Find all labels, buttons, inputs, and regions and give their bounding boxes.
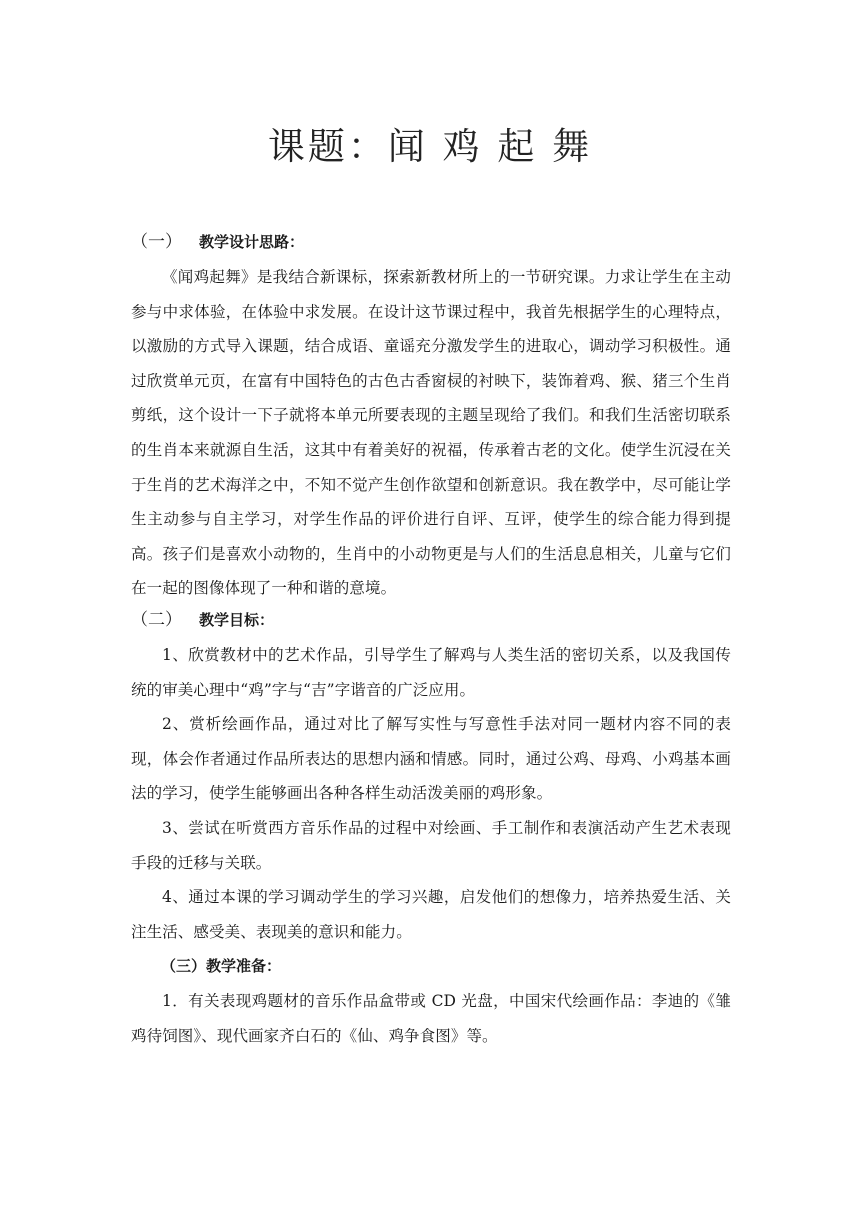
section-heading	[131, 952, 731, 980]
paragraph: 1．有关表现鸡题材的音乐作品盒带或 CD 光盘，中国宋代绘画作品：李迪的《雏鸡待饲图》、现代画家齐白石的《仙、鸡争食图》等。	[131, 992, 731, 1045]
paragraph: 1、欣赏教材中的艺术作品，引导学生了解鸡与人类生活的密切关系，以及我国传统的审美心理中“鸡”字与“吉”字谐音的广泛应用。	[131, 645, 731, 699]
section-number: （二）	[131, 609, 182, 630]
paragraph: 2、赏析绘画作品，通过对比了解写实性与写意性手法对同一题材内容不同的表现，体会作者通过作品所表达的思想内涵和情感。同时，通过公鸡、母鸡、小鸡基本画法的学习，使学生能够画出各种各样生动活泼美丽的鸡形象。	[131, 715, 731, 803]
page-title: 课题：闻 鸡 起 舞	[267, 125, 593, 168]
section-heading-text: 教学设计思路：	[199, 233, 305, 251]
section-heading	[131, 606, 731, 634]
paragraph: 《闻鸡起舞》是我结合新课标，探索新教材所上的一节研究课。力求让学生在主动参与中求体验，在体验中求发展。在设计这节课过程中，我首先根据学生的心理特点，以激励的方式导入课题，结合成语、童谣充分激发学生的进取心，调动学习积极性。通过欣赏单元页，在富有中国特色的古色古香窗棂的衬映下，装饰着鸡、猴、猪三个生肖剪纸，这个设计一下子就将本单元所要表现的主题呈现给了我们。和我们生活密切联系的生肖本来就源自生活，这其中有着美好的祝福，传承着古老的文化。使学生沉浸在关于生肖的艺术海洋之中，不知不觉产生创作欲望和创新意识。我在教学中，尽可能让学生主动参与自主学习，对学生作品的评价进行自评、互评，使学生的综合能力得到提高。孩子们是喜欢小动物的，生肖中的小动物更是与人们的生活息息相关，儿童与它们在一起的图像体现了一种和谐的意境。	[131, 268, 731, 598]
section-heading-text: （三）教学准备：	[161, 957, 282, 976]
section-number: （一）	[131, 232, 182, 252]
section-heading-text: 教学目标：	[199, 610, 275, 629]
document-body	[131, 228, 731, 1053]
paragraph: 4、通过本课的学习调动学生的学习兴趣，启发他们的想像力，培养热爱生活、关注生活、感受美、表现美的意识和能力。	[131, 888, 731, 941]
section-heading	[131, 228, 731, 256]
paragraph: 3、尝试在听赏西方音乐作品的过程中对绘画、手工制作和表演活动产生艺术表现手段的迁移与关联。	[131, 818, 731, 872]
